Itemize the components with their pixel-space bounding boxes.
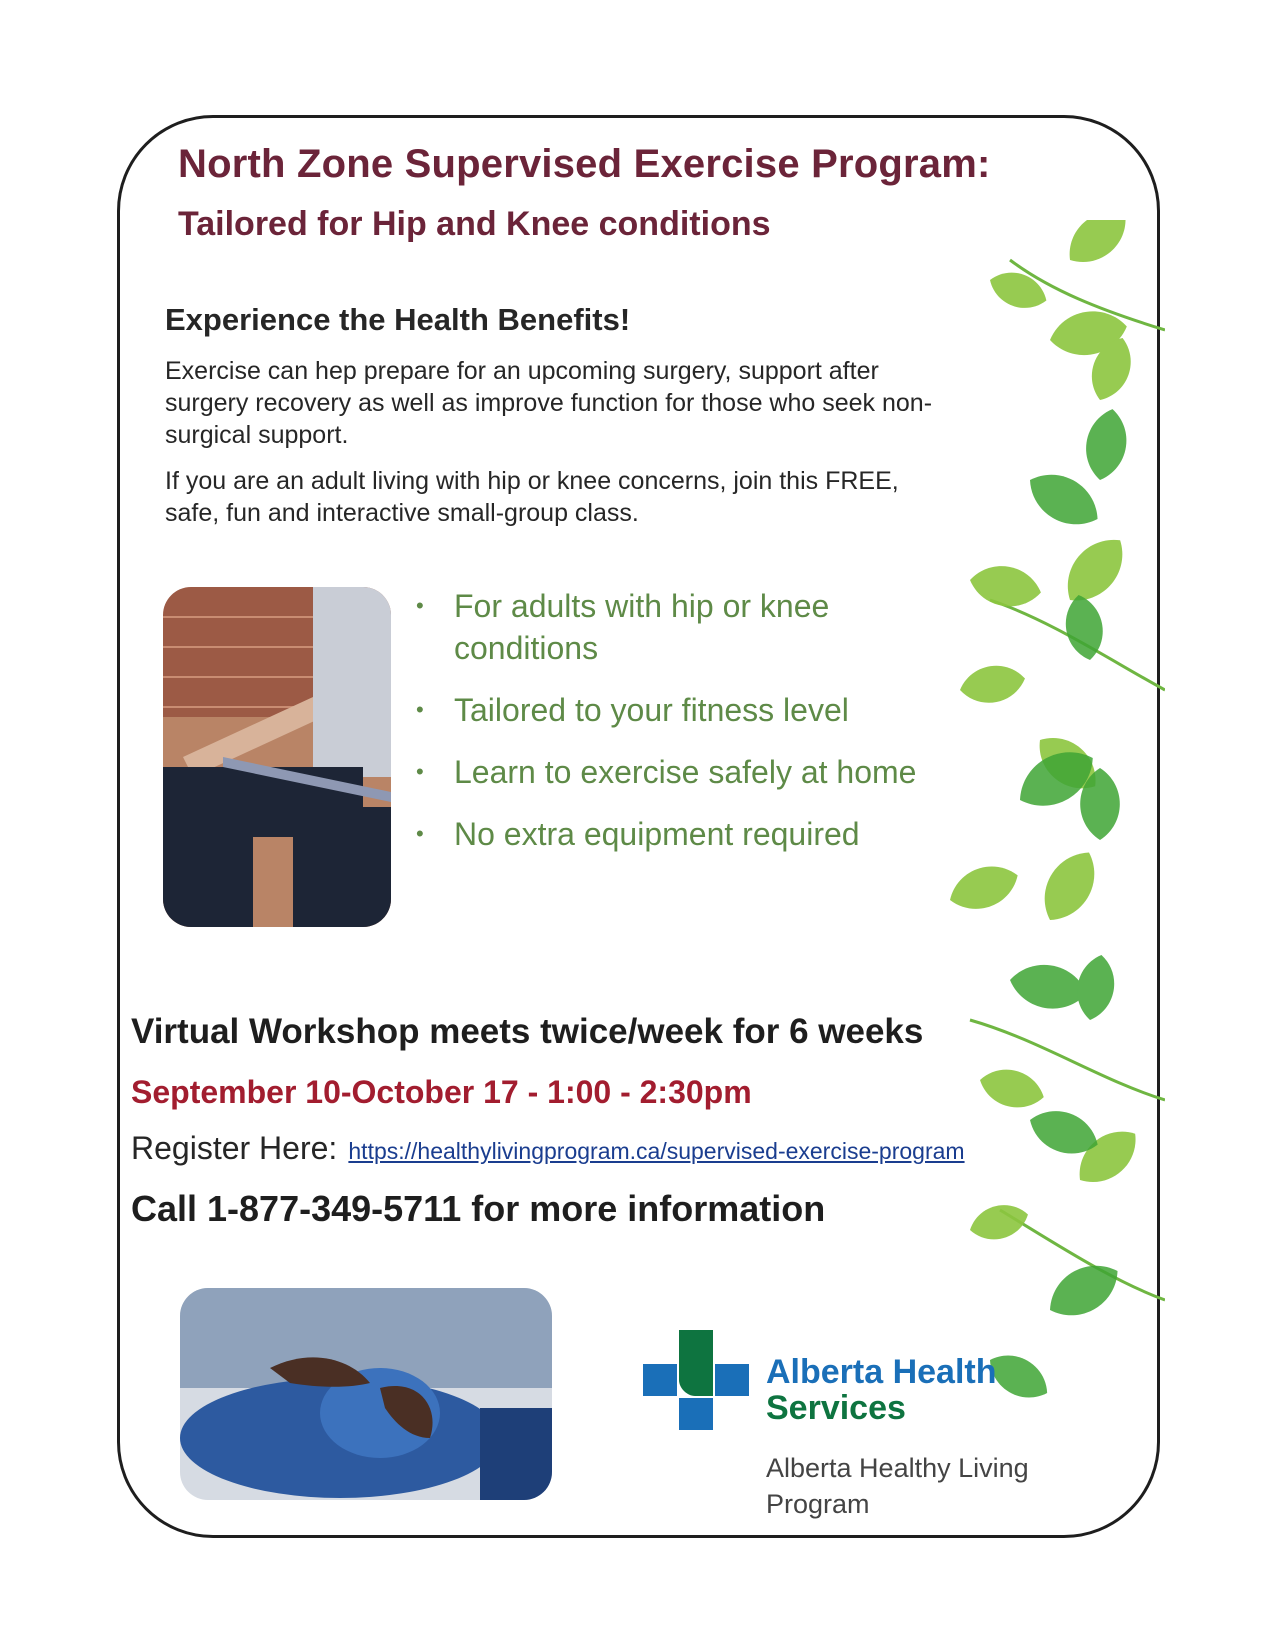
benefits-paragraph-2: If you are an adult living with hip or knee concerns, join this FREE, safe, fun and interactive small-group class.	[165, 467, 899, 527]
bullet-icon: •	[416, 759, 424, 784]
workshop-dates: September 10-October 17 - 1:00 - 2:30pm	[131, 1074, 752, 1110]
feature-text: Tailored to your fitness level	[454, 692, 849, 728]
knee-photo	[180, 1288, 552, 1500]
list-item	[410, 813, 930, 855]
feature-text: For adults with hip or knee conditions	[454, 588, 830, 666]
program-name: Alberta Healthy Living Program	[766, 1453, 1029, 1519]
leaves-decoration	[930, 220, 1165, 1440]
list-item	[410, 751, 930, 793]
ahs-logo-text	[766, 1354, 997, 1426]
register-line	[131, 1130, 965, 1167]
logo-line-1: Alberta Health	[766, 1353, 997, 1391]
ahs-logo-icon	[643, 1330, 749, 1430]
feature-text: Learn to exercise safely at home	[454, 754, 917, 790]
page-subtitle: Tailored for Hip and Knee conditions	[178, 205, 771, 243]
benefits-heading: Experience the Health Benefits!	[165, 302, 631, 337]
page-title: North Zone Supervised Exercise Program:	[178, 142, 991, 186]
call-info: Call 1-877-349-5711 for more information	[131, 1188, 826, 1229]
feature-text: No extra equipment required	[454, 816, 860, 852]
feature-list	[410, 585, 930, 875]
list-item	[410, 689, 930, 731]
register-label: Register Here:	[131, 1130, 338, 1166]
list-item	[410, 585, 930, 669]
bullet-icon: •	[416, 593, 424, 618]
benefits-paragraph-1: Exercise can hep prepare for an upcoming surgery, support after surgery recovery as well as improve function for those who seek non-surgical support.	[165, 357, 933, 449]
register-link[interactable]: https://healthylivingprogram.ca/supervised-exercise-program	[348, 1138, 965, 1164]
resistance-band-photo	[163, 587, 391, 927]
logo-line-2: Services	[766, 1389, 906, 1427]
bullet-icon: •	[416, 697, 424, 722]
workshop-schedule: Virtual Workshop meets twice/week for 6 weeks	[131, 1012, 924, 1051]
bullet-icon: •	[416, 821, 424, 846]
